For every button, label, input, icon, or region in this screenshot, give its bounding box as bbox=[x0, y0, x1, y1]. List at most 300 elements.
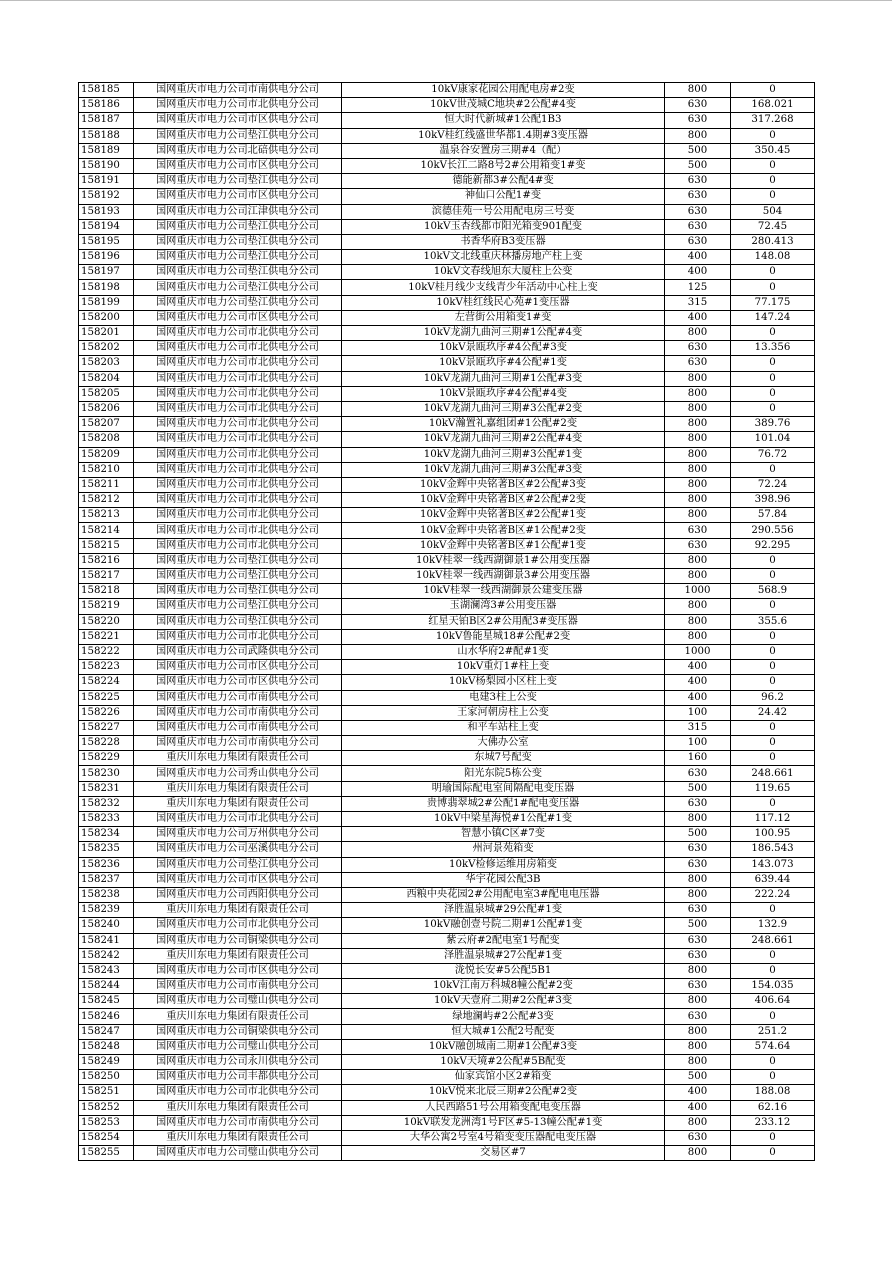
table-row bbox=[79, 1039, 815, 1054]
value-cell: 0 bbox=[731, 356, 815, 371]
value-cell: 76.72 bbox=[731, 447, 815, 462]
row-id-cell: 158220 bbox=[79, 614, 134, 629]
value-cell: 0 bbox=[731, 189, 815, 204]
table-row bbox=[79, 386, 815, 401]
company-cell: 国网重庆市电力公司西阳供电分公司 bbox=[134, 887, 342, 902]
table-row bbox=[79, 766, 815, 781]
row-id-cell: 158253 bbox=[79, 1115, 134, 1130]
capacity-cell: 630 bbox=[665, 842, 731, 857]
capacity-cell: 800 bbox=[665, 477, 731, 492]
row-id-cell: 158215 bbox=[79, 538, 134, 553]
transformer-name-cell: 10kV天境#2公配#5B配变 bbox=[342, 1055, 665, 1070]
company-cell: 国网重庆市电力公司江津供电分公司 bbox=[134, 204, 342, 219]
capacity-cell: 500 bbox=[665, 158, 731, 173]
table-row bbox=[79, 751, 815, 766]
transformer-name-cell: 电建3柱上公变 bbox=[342, 690, 665, 705]
capacity-cell: 800 bbox=[665, 128, 731, 143]
value-cell: 568.9 bbox=[731, 584, 815, 599]
table-row bbox=[79, 204, 815, 219]
transformer-name-cell: 10kV桂翠一线西湖御景公建变压器 bbox=[342, 584, 665, 599]
company-cell: 国网重庆市电力公司万州供电分公司 bbox=[134, 827, 342, 842]
value-cell: 251.2 bbox=[731, 1024, 815, 1039]
transformer-name-cell: 智慧小镇C区#7变 bbox=[342, 827, 665, 842]
company-cell: 国网重庆市电力公司垫江供电分公司 bbox=[134, 599, 342, 614]
table-row bbox=[79, 158, 815, 173]
company-cell: 国网重庆市电力公司市区供电分公司 bbox=[134, 963, 342, 978]
company-cell: 国网重庆市电力公司市区供电分公司 bbox=[134, 113, 342, 128]
row-id-cell: 158216 bbox=[79, 553, 134, 568]
table-row bbox=[79, 812, 815, 827]
capacity-cell: 800 bbox=[665, 614, 731, 629]
transformer-name-cell: 10kV融创壹号院二期#1公配#1变 bbox=[342, 918, 665, 933]
row-id-cell: 158218 bbox=[79, 584, 134, 599]
capacity-cell: 630 bbox=[665, 948, 731, 963]
table-row bbox=[79, 371, 815, 386]
value-cell: 0 bbox=[731, 569, 815, 584]
table-row bbox=[79, 948, 815, 963]
table-row bbox=[79, 736, 815, 751]
table-row bbox=[79, 584, 815, 599]
capacity-cell: 800 bbox=[665, 447, 731, 462]
table-row bbox=[79, 128, 815, 143]
table-row bbox=[79, 1100, 815, 1115]
transformer-name-cell: 10kV金辉中央铭著B区#2公配#3变 bbox=[342, 477, 665, 492]
company-cell: 国网重庆市电力公司市北供电分公司 bbox=[134, 98, 342, 113]
transformer-name-cell: 滨德佳苑一号公用配电房三号变 bbox=[342, 204, 665, 219]
row-id-cell: 158248 bbox=[79, 1039, 134, 1054]
capacity-cell: 800 bbox=[665, 872, 731, 887]
table-row bbox=[79, 477, 815, 492]
capacity-cell: 800 bbox=[665, 493, 731, 508]
table-row bbox=[79, 341, 815, 356]
company-cell: 国网重庆市电力公司北碚供电分公司 bbox=[134, 143, 342, 158]
value-cell: 317.268 bbox=[731, 113, 815, 128]
table-row bbox=[79, 918, 815, 933]
transformer-name-cell: 和平车站柱上变 bbox=[342, 720, 665, 735]
transformer-name-cell: 阳光东院5栋公变 bbox=[342, 766, 665, 781]
value-cell: 168.021 bbox=[731, 98, 815, 113]
transformer-name-cell: 泽胜温泉城#27公配#1变 bbox=[342, 948, 665, 963]
capacity-cell: 315 bbox=[665, 295, 731, 310]
row-id-cell: 158244 bbox=[79, 979, 134, 994]
company-cell: 重庆川东电力集团有限责任公司 bbox=[134, 903, 342, 918]
transformer-name-cell: 仙家宾馆小区2#箱变 bbox=[342, 1070, 665, 1085]
row-id-cell: 158207 bbox=[79, 417, 134, 432]
value-cell: 350.45 bbox=[731, 143, 815, 158]
transformer-name-cell: 10kV桂月线少支线青少年活动中心柱上变 bbox=[342, 280, 665, 295]
row-id-cell: 158230 bbox=[79, 766, 134, 781]
row-id-cell: 158232 bbox=[79, 796, 134, 811]
company-cell: 国网重庆市电力公司市北供电分公司 bbox=[134, 812, 342, 827]
transformer-name-cell: 10kV桂红线盛世华都1.4期#3变压器 bbox=[342, 128, 665, 143]
table-row bbox=[79, 796, 815, 811]
row-id-cell: 158205 bbox=[79, 386, 134, 401]
table-row bbox=[79, 781, 815, 796]
table-row bbox=[79, 629, 815, 644]
company-cell: 国网重庆市电力公司武隆供电分公司 bbox=[134, 644, 342, 659]
table-row bbox=[79, 842, 815, 857]
transformer-name-cell: 人民西路51号公用箱变配电变压器 bbox=[342, 1100, 665, 1115]
transformer-name-cell: 10kV检修运维用房箱变 bbox=[342, 857, 665, 872]
company-cell: 国网重庆市电力公司丰都供电分公司 bbox=[134, 1070, 342, 1085]
transformer-name-cell: 10kV龙湖九曲河三期#1公配#4变 bbox=[342, 326, 665, 341]
transformer-name-cell: 10kV金辉中央铭著B区#2公配#1变 bbox=[342, 508, 665, 523]
company-cell: 国网重庆市电力公司垫江供电分公司 bbox=[134, 265, 342, 280]
company-cell: 国网重庆市电力公司垫江供电分公司 bbox=[134, 234, 342, 249]
row-id-cell: 158192 bbox=[79, 189, 134, 204]
capacity-cell: 800 bbox=[665, 569, 731, 584]
table-row bbox=[79, 143, 815, 158]
company-cell: 国网重庆市电力公司垫江供电分公司 bbox=[134, 857, 342, 872]
capacity-cell: 800 bbox=[665, 963, 731, 978]
capacity-cell: 630 bbox=[665, 1130, 731, 1145]
row-id-cell: 158217 bbox=[79, 569, 134, 584]
company-cell: 国网重庆市电力公司市南供电分公司 bbox=[134, 83, 342, 98]
capacity-cell: 800 bbox=[665, 401, 731, 416]
table-row bbox=[79, 1024, 815, 1039]
value-cell: 13.356 bbox=[731, 341, 815, 356]
value-cell: 0 bbox=[731, 326, 815, 341]
company-cell: 国网重庆市电力公司市北供电分公司 bbox=[134, 629, 342, 644]
table-row bbox=[79, 219, 815, 234]
capacity-cell: 630 bbox=[665, 766, 731, 781]
transformer-name-cell: 10kV融创城南二期#1公配#3变 bbox=[342, 1039, 665, 1054]
table-row bbox=[79, 660, 815, 675]
value-cell: 148.08 bbox=[731, 250, 815, 265]
table-row bbox=[79, 174, 815, 189]
value-cell: 72.24 bbox=[731, 477, 815, 492]
company-cell: 国网重庆市电力公司市南供电分公司 bbox=[134, 720, 342, 735]
value-cell: 574.64 bbox=[731, 1039, 815, 1054]
capacity-cell: 500 bbox=[665, 827, 731, 842]
row-id-cell: 158186 bbox=[79, 98, 134, 113]
table-row bbox=[79, 569, 815, 584]
transformer-name-cell: 恒大时代新城#1公配1B3 bbox=[342, 113, 665, 128]
value-cell: 504 bbox=[731, 204, 815, 219]
capacity-cell: 800 bbox=[665, 326, 731, 341]
capacity-cell: 160 bbox=[665, 751, 731, 766]
value-cell: 248.661 bbox=[731, 766, 815, 781]
capacity-cell: 630 bbox=[665, 113, 731, 128]
transformer-name-cell: 10kV金辉中央铭著B区#1公配#2变 bbox=[342, 523, 665, 538]
capacity-cell: 400 bbox=[665, 1085, 731, 1100]
row-id-cell: 158187 bbox=[79, 113, 134, 128]
capacity-cell: 800 bbox=[665, 432, 731, 447]
value-cell: 0 bbox=[731, 736, 815, 751]
capacity-cell: 500 bbox=[665, 143, 731, 158]
transformer-name-cell: 10kV桂红线民心苑#1变压器 bbox=[342, 295, 665, 310]
company-cell: 国网重庆市电力公司市北供电分公司 bbox=[134, 432, 342, 447]
capacity-cell: 630 bbox=[665, 523, 731, 538]
company-cell: 国网重庆市电力公司璧山供电分公司 bbox=[134, 1146, 342, 1161]
value-cell: 0 bbox=[731, 599, 815, 614]
company-cell: 国网重庆市电力公司市北供电分公司 bbox=[134, 462, 342, 477]
row-id-cell: 158241 bbox=[79, 933, 134, 948]
capacity-cell: 630 bbox=[665, 341, 731, 356]
table-row bbox=[79, 1115, 815, 1130]
value-cell: 0 bbox=[731, 1055, 815, 1070]
company-cell: 重庆川东电力集团有限责任公司 bbox=[134, 1130, 342, 1145]
transformer-name-cell: 恒大城#1公配2号配变 bbox=[342, 1024, 665, 1039]
capacity-cell: 630 bbox=[665, 234, 731, 249]
value-cell: 0 bbox=[731, 644, 815, 659]
transformer-name-cell: 书香华府B3变压器 bbox=[342, 234, 665, 249]
capacity-cell: 800 bbox=[665, 371, 731, 386]
row-id-cell: 158210 bbox=[79, 462, 134, 477]
company-cell: 国网重庆市电力公司垫江供电分公司 bbox=[134, 295, 342, 310]
transformer-name-cell: 10kV桂翠一线西湖御景3#公用变压器 bbox=[342, 569, 665, 584]
row-id-cell: 158231 bbox=[79, 781, 134, 796]
table-body bbox=[79, 83, 815, 1161]
table-row bbox=[79, 872, 815, 887]
row-id-cell: 158250 bbox=[79, 1070, 134, 1085]
value-cell: 0 bbox=[731, 1070, 815, 1085]
capacity-cell: 800 bbox=[665, 553, 731, 568]
row-id-cell: 158229 bbox=[79, 751, 134, 766]
capacity-cell: 800 bbox=[665, 1146, 731, 1161]
table-row bbox=[79, 705, 815, 720]
capacity-cell: 500 bbox=[665, 918, 731, 933]
transformer-name-cell: 10kV龙湖九曲河三期#3公配#2变 bbox=[342, 401, 665, 416]
transformer-name-cell: 大佛办公室 bbox=[342, 736, 665, 751]
table-row bbox=[79, 1085, 815, 1100]
transformer-name-cell: 10kV金辉中央铭著B区#1公配#1变 bbox=[342, 538, 665, 553]
capacity-cell: 630 bbox=[665, 219, 731, 234]
value-cell: 389.76 bbox=[731, 417, 815, 432]
value-cell: 0 bbox=[731, 720, 815, 735]
capacity-cell: 800 bbox=[665, 599, 731, 614]
transformer-name-cell: 贵博翡翠城2#公配1#配电变压器 bbox=[342, 796, 665, 811]
value-cell: 0 bbox=[731, 675, 815, 690]
company-cell: 重庆川东电力集团有限责任公司 bbox=[134, 1009, 342, 1024]
row-id-cell: 158238 bbox=[79, 887, 134, 902]
transformer-name-cell: 紫云府#2配电室1号配变 bbox=[342, 933, 665, 948]
capacity-cell: 630 bbox=[665, 174, 731, 189]
transformer-name-cell: 10kV龙湖九曲河三期#3公配#1变 bbox=[342, 447, 665, 462]
capacity-cell: 125 bbox=[665, 280, 731, 295]
row-id-cell: 158224 bbox=[79, 675, 134, 690]
table-row bbox=[79, 326, 815, 341]
row-id-cell: 158212 bbox=[79, 493, 134, 508]
value-cell: 406.64 bbox=[731, 994, 815, 1009]
row-id-cell: 158200 bbox=[79, 310, 134, 325]
table-row bbox=[79, 356, 815, 371]
transformer-name-cell: 10kV悦来北辰三期#2公配#2变 bbox=[342, 1085, 665, 1100]
company-cell: 国网重庆市电力公司市南供电分公司 bbox=[134, 1115, 342, 1130]
company-cell: 国网重庆市电力公司垫江供电分公司 bbox=[134, 614, 342, 629]
value-cell: 101.04 bbox=[731, 432, 815, 447]
transformer-name-cell: 10kV重灯1#柱上变 bbox=[342, 660, 665, 675]
row-id-cell: 158237 bbox=[79, 872, 134, 887]
row-id-cell: 158221 bbox=[79, 629, 134, 644]
value-cell: 0 bbox=[731, 1146, 815, 1161]
company-cell: 国网重庆市电力公司璧山供电分公司 bbox=[134, 994, 342, 1009]
table-row bbox=[79, 553, 815, 568]
row-id-cell: 158227 bbox=[79, 720, 134, 735]
row-id-cell: 158226 bbox=[79, 705, 134, 720]
value-cell: 290.556 bbox=[731, 523, 815, 538]
company-cell: 国网重庆市电力公司市南供电分公司 bbox=[134, 690, 342, 705]
row-id-cell: 158209 bbox=[79, 447, 134, 462]
value-cell: 0 bbox=[731, 1009, 815, 1024]
row-id-cell: 158211 bbox=[79, 477, 134, 492]
table-row bbox=[79, 401, 815, 416]
transformer-name-cell: 泷悦长安#5公配5B1 bbox=[342, 963, 665, 978]
table-row bbox=[79, 720, 815, 735]
row-id-cell: 158191 bbox=[79, 174, 134, 189]
company-cell: 国网重庆市电力公司市北供电分公司 bbox=[134, 417, 342, 432]
transformer-name-cell: 左营街公用箱变1#变 bbox=[342, 310, 665, 325]
table-row bbox=[79, 113, 815, 128]
capacity-cell: 400 bbox=[665, 660, 731, 675]
transformer-name-cell: 10kV玉杏线都市阳光箱变901配变 bbox=[342, 219, 665, 234]
company-cell: 国网重庆市电力公司市南供电分公司 bbox=[134, 979, 342, 994]
transformer-name-cell: 王家河朝房柱上公变 bbox=[342, 705, 665, 720]
transformer-name-cell: 10kV联发龙洲湾1号F区#5-13幢公配#1变 bbox=[342, 1115, 665, 1130]
transformer-name-cell: 10kV世茂城C地块#2公配#4变 bbox=[342, 98, 665, 113]
table-row bbox=[79, 903, 815, 918]
company-cell: 国网重庆市电力公司璧山供电分公司 bbox=[134, 1039, 342, 1054]
table-row bbox=[79, 280, 815, 295]
value-cell: 0 bbox=[731, 629, 815, 644]
company-cell: 国网重庆市电力公司市南供电分公司 bbox=[134, 705, 342, 720]
row-id-cell: 158202 bbox=[79, 341, 134, 356]
company-cell: 国网重庆市电力公司市北供电分公司 bbox=[134, 918, 342, 933]
transformer-name-cell: 10kV杨梨园小区柱上变 bbox=[342, 675, 665, 690]
transformer-name-cell: 10kV景瓯玖序#4公配#1变 bbox=[342, 356, 665, 371]
capacity-cell: 800 bbox=[665, 386, 731, 401]
row-id-cell: 158199 bbox=[79, 295, 134, 310]
company-cell: 国网重庆市电力公司市北供电分公司 bbox=[134, 493, 342, 508]
table-row bbox=[79, 1009, 815, 1024]
company-cell: 国网重庆市电力公司市区供电分公司 bbox=[134, 872, 342, 887]
value-cell: 24.42 bbox=[731, 705, 815, 720]
row-id-cell: 158204 bbox=[79, 371, 134, 386]
row-id-cell: 158252 bbox=[79, 1100, 134, 1115]
company-cell: 国网重庆市电力公司铜梁供电分公司 bbox=[134, 933, 342, 948]
value-cell: 62.16 bbox=[731, 1100, 815, 1115]
page-top-border bbox=[0, 0, 892, 1]
transformer-name-cell: 泽胜温泉城#29公配#1变 bbox=[342, 903, 665, 918]
capacity-cell: 800 bbox=[665, 1055, 731, 1070]
company-cell: 国网重庆市电力公司垫江供电分公司 bbox=[134, 280, 342, 295]
table-row bbox=[79, 189, 815, 204]
table-row bbox=[79, 827, 815, 842]
company-cell: 重庆川东电力集团有限责任公司 bbox=[134, 1100, 342, 1115]
company-cell: 国网重庆市电力公司垫江供电分公司 bbox=[134, 128, 342, 143]
capacity-cell: 800 bbox=[665, 1115, 731, 1130]
value-cell: 0 bbox=[731, 751, 815, 766]
capacity-cell: 630 bbox=[665, 538, 731, 553]
capacity-cell: 630 bbox=[665, 356, 731, 371]
value-cell: 280.413 bbox=[731, 234, 815, 249]
company-cell: 国网重庆市电力公司垫江供电分公司 bbox=[134, 584, 342, 599]
company-cell: 国网重庆市电力公司市北供电分公司 bbox=[134, 523, 342, 538]
value-cell: 355.6 bbox=[731, 614, 815, 629]
value-cell: 0 bbox=[731, 462, 815, 477]
row-id-cell: 158233 bbox=[79, 812, 134, 827]
row-id-cell: 158206 bbox=[79, 401, 134, 416]
row-id-cell: 158249 bbox=[79, 1055, 134, 1070]
company-cell: 重庆川东电力集团有限责任公司 bbox=[134, 796, 342, 811]
value-cell: 233.12 bbox=[731, 1115, 815, 1130]
value-cell: 0 bbox=[731, 386, 815, 401]
table-row bbox=[79, 599, 815, 614]
transformer-name-cell: 西粮中央花园2#公用配电室3#配电电压器 bbox=[342, 887, 665, 902]
row-id-cell: 158245 bbox=[79, 994, 134, 1009]
capacity-cell: 630 bbox=[665, 903, 731, 918]
row-id-cell: 158197 bbox=[79, 265, 134, 280]
company-cell: 国网重庆市电力公司市区供电分公司 bbox=[134, 189, 342, 204]
row-id-cell: 158225 bbox=[79, 690, 134, 705]
value-cell: 0 bbox=[731, 401, 815, 416]
transformer-name-cell: 10kV桂翠一线西湖御景1#公用变压器 bbox=[342, 553, 665, 568]
company-cell: 国网重庆市电力公司市北供电分公司 bbox=[134, 447, 342, 462]
value-cell: 0 bbox=[731, 174, 815, 189]
value-cell: 147.24 bbox=[731, 310, 815, 325]
table-row bbox=[79, 462, 815, 477]
transformer-name-cell: 10kV文北线重庆林播房地产柱上变 bbox=[342, 250, 665, 265]
transformer-name-cell: 10kV长江二路8号2#公用箱变1#变 bbox=[342, 158, 665, 173]
table-row bbox=[79, 432, 815, 447]
value-cell: 100.95 bbox=[731, 827, 815, 842]
table-row bbox=[79, 417, 815, 432]
capacity-cell: 400 bbox=[665, 1100, 731, 1115]
table-row bbox=[79, 979, 815, 994]
table-row bbox=[79, 98, 815, 113]
value-cell: 0 bbox=[731, 1130, 815, 1145]
row-id-cell: 158246 bbox=[79, 1009, 134, 1024]
transformer-name-cell: 10kV景瓯玖序#4公配#4变 bbox=[342, 386, 665, 401]
capacity-cell: 800 bbox=[665, 462, 731, 477]
table-row bbox=[79, 310, 815, 325]
table-row bbox=[79, 614, 815, 629]
row-id-cell: 158236 bbox=[79, 857, 134, 872]
table-row bbox=[79, 493, 815, 508]
value-cell: 92.295 bbox=[731, 538, 815, 553]
value-cell: 222.24 bbox=[731, 887, 815, 902]
transformer-name-cell: 10kV龙湖九曲河三期#2公配#4变 bbox=[342, 432, 665, 447]
row-id-cell: 158203 bbox=[79, 356, 134, 371]
row-id-cell: 158234 bbox=[79, 827, 134, 842]
company-cell: 国网重庆市电力公司市北供电分公司 bbox=[134, 356, 342, 371]
value-cell: 117.12 bbox=[731, 812, 815, 827]
capacity-cell: 630 bbox=[665, 857, 731, 872]
capacity-cell: 800 bbox=[665, 1039, 731, 1054]
company-cell: 国网重庆市电力公司垫江供电分公司 bbox=[134, 174, 342, 189]
row-id-cell: 158255 bbox=[79, 1146, 134, 1161]
row-id-cell: 158214 bbox=[79, 523, 134, 538]
company-cell: 国网重庆市电力公司市区供电分公司 bbox=[134, 675, 342, 690]
table-row bbox=[79, 447, 815, 462]
table-row bbox=[79, 523, 815, 538]
transformer-name-cell: 东城7号配变 bbox=[342, 751, 665, 766]
row-id-cell: 158193 bbox=[79, 204, 134, 219]
transformer-name-cell: 玉湖澜湾3#公用变压器 bbox=[342, 599, 665, 614]
company-cell: 国网重庆市电力公司市区供电分公司 bbox=[134, 660, 342, 675]
row-id-cell: 158208 bbox=[79, 432, 134, 447]
capacity-cell: 630 bbox=[665, 979, 731, 994]
value-cell: 0 bbox=[731, 83, 815, 98]
transformer-name-cell: 10kV江南万科城8幢公配#2变 bbox=[342, 979, 665, 994]
transformer-name-cell: 10kV中梁星海悦#1公配#1变 bbox=[342, 812, 665, 827]
company-cell: 国网重庆市电力公司市北供电分公司 bbox=[134, 341, 342, 356]
value-cell: 0 bbox=[731, 660, 815, 675]
table-row bbox=[79, 1146, 815, 1161]
company-cell: 重庆川东电力集团有限责任公司 bbox=[134, 781, 342, 796]
company-cell: 国网重庆市电力公司市区供电分公司 bbox=[134, 158, 342, 173]
transformer-name-cell: 10kV文春线旭东大厦柱上公变 bbox=[342, 265, 665, 280]
